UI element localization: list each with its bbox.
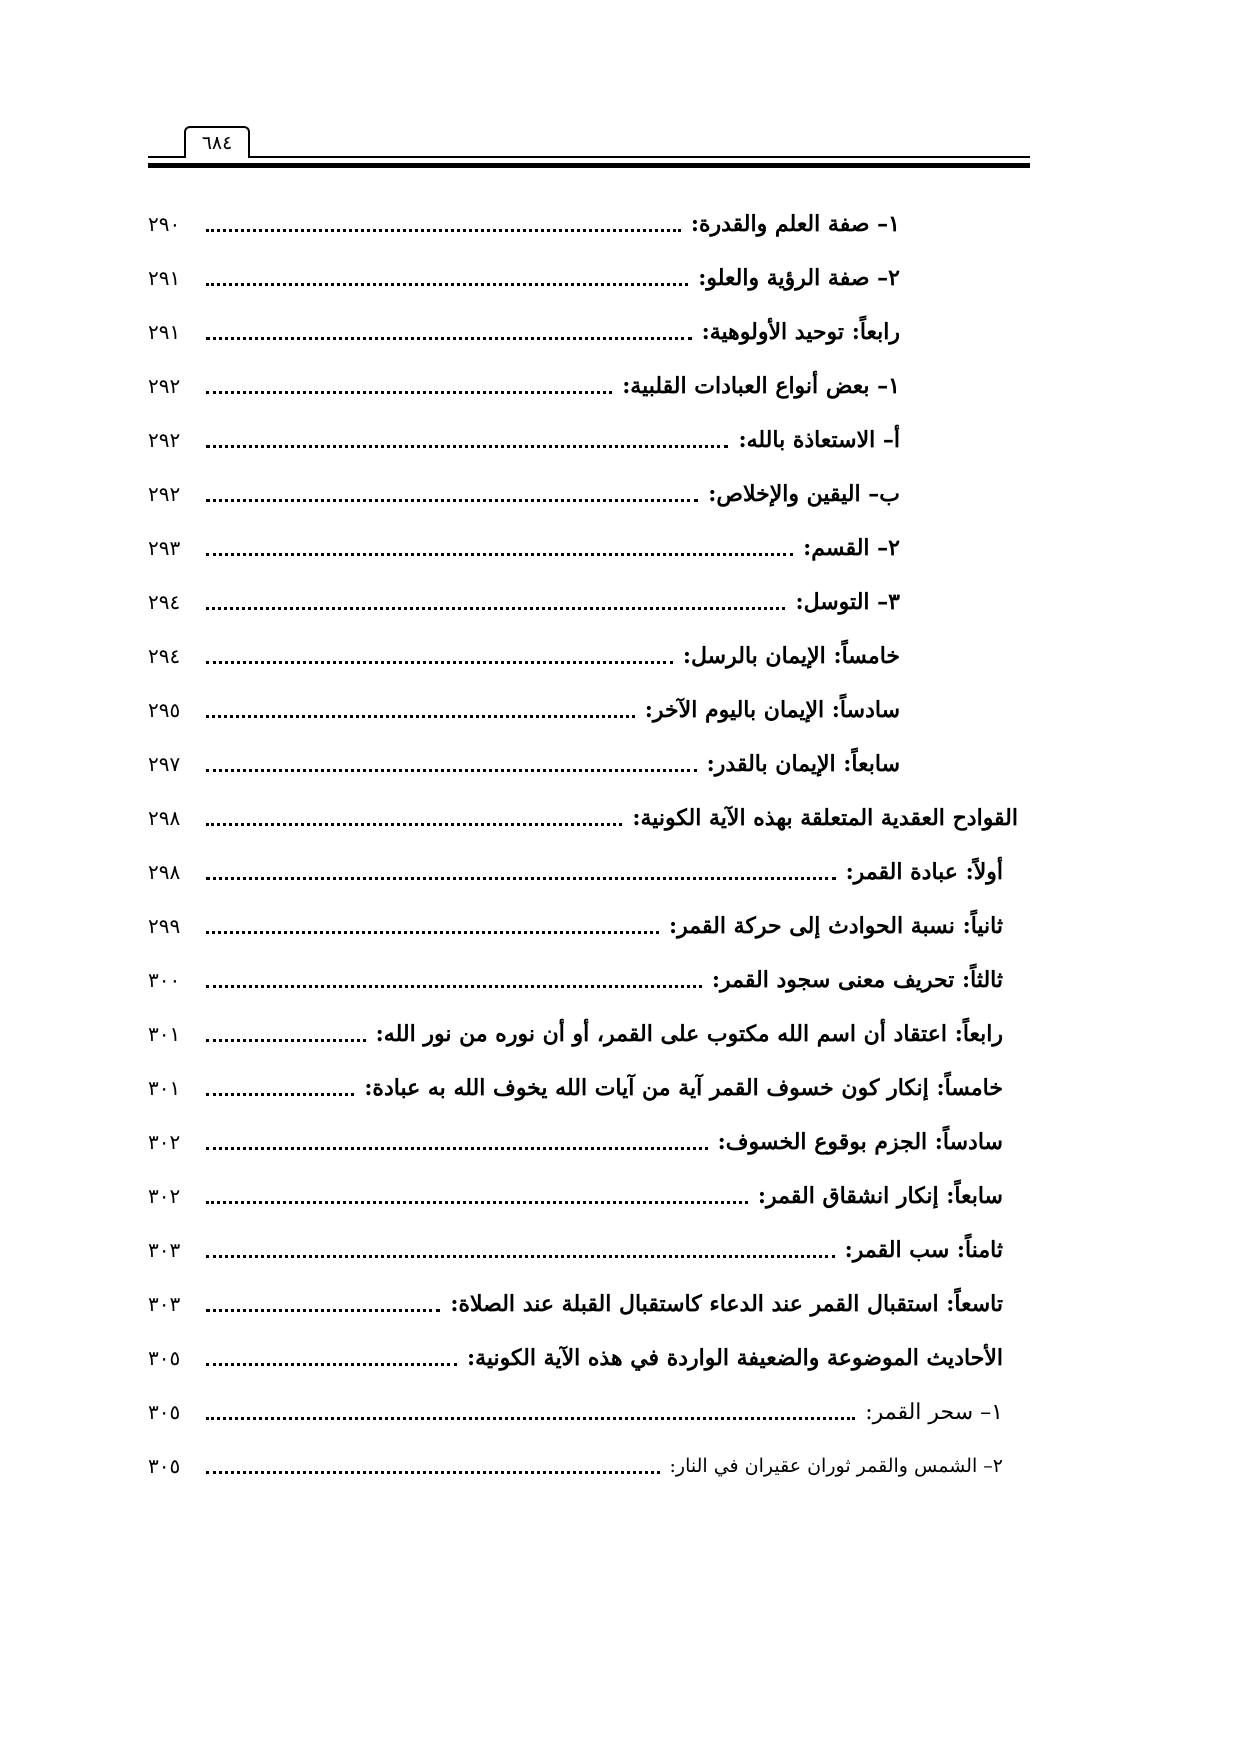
toc-entry: [148, 466, 900, 522]
dot-leader: [206, 1039, 366, 1042]
toc-entry: [148, 358, 900, 414]
toc-entry-title: ٢– الشمس والقمر ثوران عقيران في النار:: [669, 1455, 1003, 1477]
toc-entry: [148, 1006, 1003, 1062]
dot-leader: [206, 499, 698, 502]
toc-entry-title: تاسعاً: استقبال القمر عند الدعاء كاستقبال القبلة عند الصلاة:: [450, 1291, 1003, 1317]
toc-entry-title: أ– الاستعاذة بالله:: [738, 427, 900, 453]
toc-entry-title: سادساً: الجزم بوقوع الخسوف:: [717, 1129, 1003, 1155]
toc-entry-page: ٣٠٥: [148, 1454, 181, 1478]
dot-leader: [206, 1471, 660, 1474]
dot-leader: [206, 445, 728, 448]
toc-entry-title: سابعاً: الإيمان بالقدر:: [706, 751, 900, 777]
toc-entry-title: سابعاً: إنكار انشقاق القمر:: [757, 1183, 1003, 1209]
toc-entry: [148, 628, 900, 684]
dot-leader: [206, 1363, 457, 1366]
toc-entry: [148, 304, 900, 360]
toc-entry-page: ٣٠٣: [148, 1292, 181, 1316]
toc-entry-page: ٢٩٠: [148, 212, 181, 236]
toc-entry: [148, 898, 1003, 954]
toc-entry: [148, 1384, 1003, 1440]
toc-entry-page: ٣٠٢: [148, 1130, 181, 1154]
dot-leader: [206, 1147, 708, 1150]
toc-entry-page: ٣٠٥: [148, 1400, 181, 1424]
table-of-contents: [148, 196, 1018, 1636]
dot-leader: [206, 823, 622, 826]
toc-entry-page: ٢٩٤: [148, 590, 181, 614]
toc-entry-page: ٢٩٥: [148, 698, 181, 722]
dot-leader: [206, 1309, 440, 1312]
header-rule-thick: [148, 163, 1030, 168]
toc-entry: [148, 1222, 1003, 1278]
toc-entry: [148, 952, 1003, 1008]
toc-entry-title: رابعاً: اعتقاد أن اسم الله مكتوب على القمر، أو أن نوره من نور الله:: [375, 1021, 1003, 1047]
toc-entry: [148, 736, 900, 792]
dot-leader: [206, 985, 702, 988]
toc-entry-title: خامساً: الإيمان بالرسل:: [682, 643, 900, 669]
dot-leader: [206, 1417, 855, 1420]
toc-entry-page: ٢٩١: [148, 266, 181, 290]
dot-leader: [206, 1255, 835, 1258]
toc-entry-page: ٢٩٣: [148, 536, 181, 560]
toc-entry: [148, 412, 900, 468]
toc-entry: [148, 1114, 1003, 1170]
toc-entry-page: ٣٠٥: [148, 1346, 181, 1370]
toc-entry-page: ٣٠١: [148, 1076, 181, 1100]
toc-entry-page: ٢٩٤: [148, 644, 181, 668]
dot-leader: [206, 229, 681, 232]
toc-entry-page: ٢٩١: [148, 320, 181, 344]
dot-leader: [206, 283, 688, 286]
toc-entry-title: ثالثاً: تحريف معنى سجود القمر:: [711, 967, 1003, 993]
toc-entry-title: خامساً: إنكار كون خسوف القمر آية من آيات الله يخوف الله به عبادة:: [364, 1075, 1003, 1101]
header-rule-thin: [148, 156, 1030, 158]
toc-entry-page: ٢٩٢: [148, 428, 181, 452]
dot-leader: [206, 553, 793, 556]
toc-entry: [148, 790, 1018, 846]
toc-entry-title: ١– بعض أنواع العبادات القلبية:: [622, 373, 900, 399]
toc-entry-page: ٢٩٨: [148, 806, 181, 830]
dot-leader: [206, 769, 697, 772]
toc-entry-page: ٣٠١: [148, 1022, 181, 1046]
toc-entry-title: رابعاً: توحيد الأولوهية:: [701, 319, 900, 345]
toc-entry-page: ٢٩٢: [148, 374, 181, 398]
toc-entry-title: الأحاديث الموضوعة والضعيفة الواردة في هذه الآية الكونية:: [466, 1345, 1003, 1371]
toc-entry-title: ٢– صفة الرؤية والعلو:: [698, 265, 900, 291]
toc-entry-page: ٢٩٢: [148, 482, 181, 506]
toc-entry-title: ثامناً: سب القمر:: [844, 1237, 1003, 1263]
toc-entry: [148, 574, 900, 630]
toc-entry-title: ٣– التوسل:: [795, 589, 900, 615]
toc-entry-title: ب– اليقين والإخلاص:: [708, 481, 900, 507]
toc-entry-title: ٢– القسم:: [803, 535, 900, 561]
toc-entry: [148, 1438, 1003, 1494]
toc-entry-page: ٢٩٧: [148, 752, 181, 776]
toc-entry: [148, 1330, 1003, 1386]
dot-leader: [206, 877, 836, 880]
dot-leader: [206, 391, 612, 394]
page-header: [148, 122, 1030, 172]
toc-entry: [148, 682, 900, 738]
toc-entry-title: ثانياً: نسبة الحوادث إلى حركة القمر:: [669, 913, 1003, 939]
toc-entry-title: ١– سحر القمر:: [865, 1399, 1003, 1425]
toc-entry-title: ١– صفة العلم والقدرة:: [690, 211, 900, 237]
toc-entry-title: أولاً: عبادة القمر:: [845, 859, 1003, 885]
toc-entry-page: ٢٩٩: [148, 914, 181, 938]
toc-entry: [148, 1060, 1003, 1116]
toc-entry: [148, 196, 900, 252]
dot-leader: [206, 337, 692, 340]
toc-entry-page: ٣٠٢: [148, 1184, 181, 1208]
toc-entry-page: ٣٠٠: [148, 968, 181, 992]
toc-entry: [148, 520, 900, 576]
dot-leader: [206, 607, 785, 610]
toc-entry-page: ٢٩٨: [148, 860, 181, 884]
toc-entry-page: ٣٠٣: [148, 1238, 181, 1262]
toc-entry: [148, 844, 1003, 900]
toc-entry-title: القوادح العقدية المتعلقة بهذه الآية الكونية:: [632, 805, 1018, 831]
toc-entry: [148, 1276, 1003, 1332]
dot-leader: [206, 1093, 354, 1096]
toc-entry: [148, 250, 900, 306]
page-number: ٦٨٤: [184, 126, 250, 158]
toc-entry: [148, 1168, 1003, 1224]
dot-leader: [206, 715, 635, 718]
toc-entry-title: سادساً: الإيمان باليوم الآخر:: [644, 697, 900, 723]
dot-leader: [206, 931, 659, 934]
dot-leader: [206, 661, 673, 664]
dot-leader: [206, 1201, 748, 1204]
